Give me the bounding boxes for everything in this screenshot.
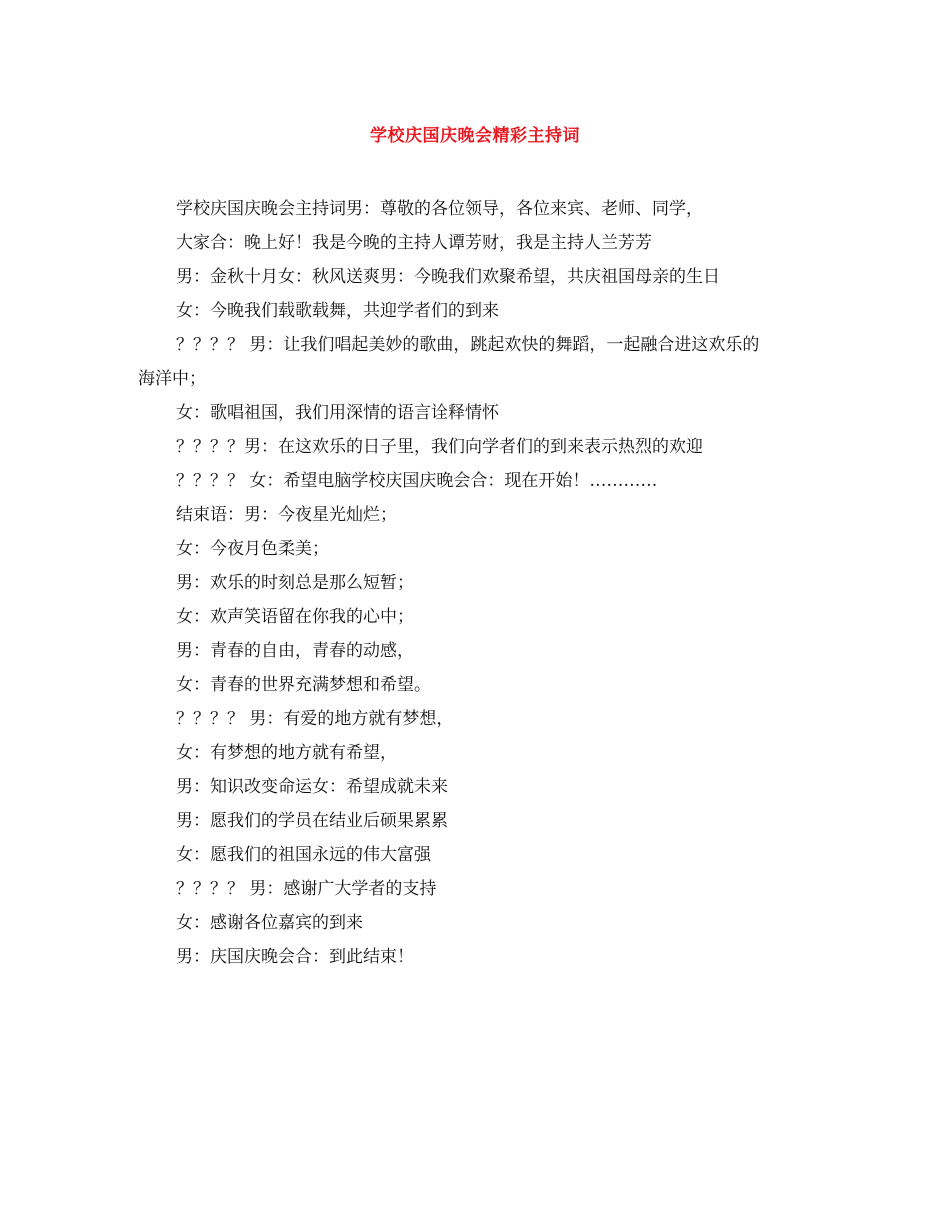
paragraph-line: 男：知识改变命运女：希望成就未来 xyxy=(176,777,448,797)
paragraph-line: 女：感谢各位嘉宾的到来 xyxy=(176,913,363,933)
paragraph-line: 大家合：晚上好！我是今晚的主持人谭芳财，我是主持人兰芳芳 xyxy=(176,233,652,253)
paragraph-line: 女：今夜月色柔美； xyxy=(176,539,329,559)
paragraph-line: 男：青春的自由，青春的动感， xyxy=(176,641,414,661)
paragraph-line: 男：欢乐的时刻总是那么短暂； xyxy=(176,573,414,593)
paragraph-line: 女：今晚我们载歌载舞，共迎学者们的到来 xyxy=(176,301,499,321)
paragraph-line: ？？？？ 女：希望电脑学校庆国庆晚会合：现在开始！………… xyxy=(176,471,658,491)
paragraph-line: ？？？？ 男：感谢广大学者的支持 xyxy=(176,879,437,899)
paragraph-line: 女：歌唱祖国，我们用深情的语言诠释情怀 xyxy=(176,403,499,423)
paragraph-line: 女：有梦想的地方就有希望， xyxy=(176,743,397,763)
paragraph-line: 女：欢声笑语留在你我的心中； xyxy=(176,607,414,627)
document-body xyxy=(138,192,828,974)
paragraph-line: ？？？？ 男：有爱的地方就有梦想， xyxy=(176,709,454,729)
paragraph-line: 学校庆国庆晚会主持词男：尊敬的各位领导，各位来宾、老师、同学， xyxy=(176,199,703,219)
paragraph-line: 结束语：男：今夜星光灿烂； xyxy=(176,505,397,525)
paragraph-line: 男：愿我们的学员在结业后硕果累累 xyxy=(176,811,448,831)
paragraph-line: 女：青春的世界充满梦想和希望。 xyxy=(176,675,431,695)
paragraph-line: ？？？？ 男：让我们唱起美妙的歌曲，跳起欢快的舞蹈，一起融合进这欢乐的 xyxy=(176,335,760,355)
paragraph-line: 男：庆国庆晚会合：到此结束！ xyxy=(176,947,414,967)
paragraph-line: ？？？？男：在这欢乐的日子里，我们向学者们的到来表示热烈的欢迎 xyxy=(176,437,703,457)
paragraph-line: 女：愿我们的祖国永远的伟大富强 xyxy=(176,845,431,865)
paragraph-line-continuation: 海洋中； xyxy=(138,369,206,389)
document-title: 学校庆国庆晚会精彩主持词 xyxy=(370,126,580,146)
paragraph-line: 男：金秋十月女：秋风送爽男：今晚我们欢聚希望，共庆祖国母亲的生日 xyxy=(176,267,720,287)
